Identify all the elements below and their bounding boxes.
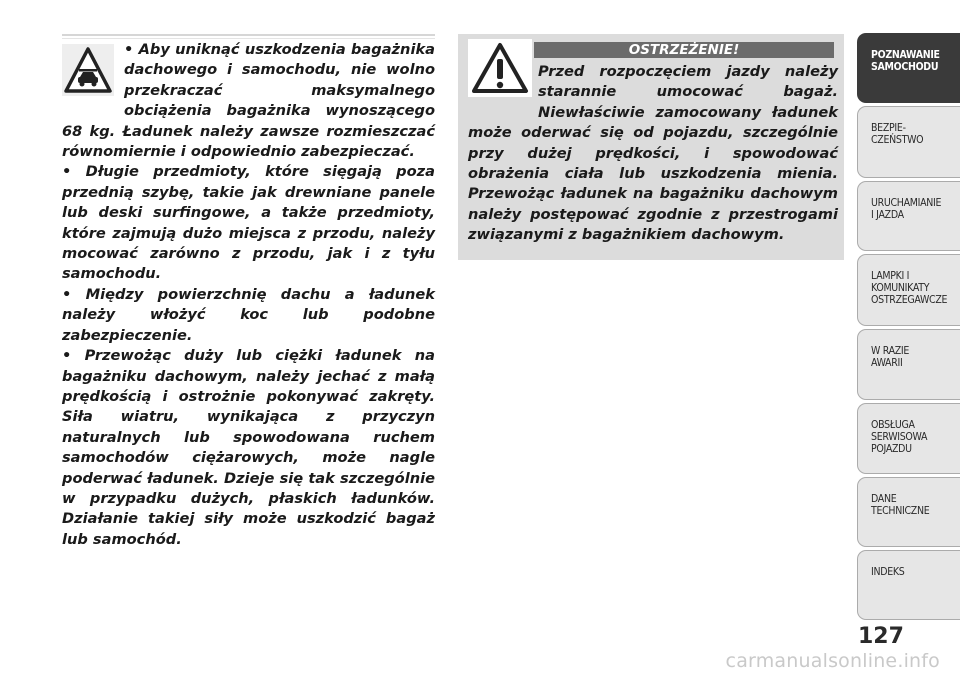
warning-text: Przed rozpoczęciem jazdy należy starannie umocować bagaż. Niewłaściwie zamocowany ładunek może oderwać się od pojazdu, szczególnie przy dużej prędkości, i spowodować obrażenia ciała lub uszkodzenia mienia. Przewożąc ładunek na bagażniku dachowym należy postępować zgodnie z przestrogami związanymi z bagażnikiem dachowym. [468, 63, 838, 244]
tab-lampki-i-komunikaty[interactable] [857, 254, 960, 326]
tab-poznawanie-samochodu[interactable] [857, 33, 960, 103]
tab-label: URUCHAMIANIE I JAZDA [871, 197, 942, 221]
page-number: 127 [858, 624, 904, 649]
left-text [62, 40, 435, 550]
tab-w-razie-awarii[interactable] [857, 329, 960, 400]
tab-dane-techniczne[interactable] [857, 477, 960, 547]
car-roof-warning-icon [62, 44, 114, 96]
paragraph: • Przewożąc duży lub ciężki ładunek na bagażniku dachowym, należy jechać z małą prędkością i ostrożnie pokonywać zakręty. Siła wiatru, wynikająca z przyczyn naturalnych lub spowodowana ruchem samochodów ciężarowych, może nagle poderwać ładunek. Dzieje się tak szczególnie w przypadku dużych, płaskich ładunków. Działanie takiej siły może uszkodzić bagaż lub samochód. [62, 347, 435, 548]
warning-triangle-icon [468, 39, 532, 97]
tab-label: DANE TECHNICZNE [871, 493, 930, 517]
car-roof-warning-icon-box [62, 40, 124, 104]
watermark: carmanualsonline.info [725, 650, 940, 672]
tab-label: BEZPIE- CZEŃSTWO [871, 122, 924, 146]
tab-bezpieczenstwo[interactable] [857, 106, 960, 178]
paragraph: • Długie przedmioty, które sięgają poza przednią szybę, takie jak drewniane panele lub deski surfingowe, a także przedmioty, które zajmują dużo miejsca z przodu, należy mocować zarówno z przodu, jak i z tyłu samochodu. [62, 163, 435, 283]
tab-indeks[interactable] [857, 550, 960, 620]
top-rule [62, 38, 435, 39]
tab-uruchamianie-i-jazda[interactable] [857, 181, 960, 251]
warning-title: OSTRZEŻENIE! [534, 42, 834, 58]
tab-label: W RAZIE AWARII [871, 345, 910, 369]
tab-label: POZNAWANIE SAMOCHODU [871, 49, 940, 73]
tab-label: INDEKS [871, 566, 905, 578]
paragraph: • Między powierzchnię dachu a ładunek należy włożyć koc lub podobne zabezpieczenie. [62, 285, 435, 344]
warning-icon-box [468, 62, 538, 104]
tab-label: OBSŁUGA SERWISOWA POJAZDU [871, 419, 928, 455]
left-column [62, 34, 435, 550]
tab-label: LAMPKI I KOMUNIKATY OSTRZEGAWCZE [871, 270, 948, 306]
warning-box [458, 34, 844, 260]
paragraph: • Aby uniknąć uszkodzenia bagażnika dachowego i samochodu, nie wolno przekraczać maksymalnego obciążenia bagażnika wynoszącego 68 kg. Ładunek należy zawsze rozmieszczać równomiernie i odpowiednio zabezpieczać. [62, 41, 435, 161]
warning-text-block [468, 62, 838, 246]
tab-obsluga-serwisowa[interactable] [857, 403, 960, 474]
